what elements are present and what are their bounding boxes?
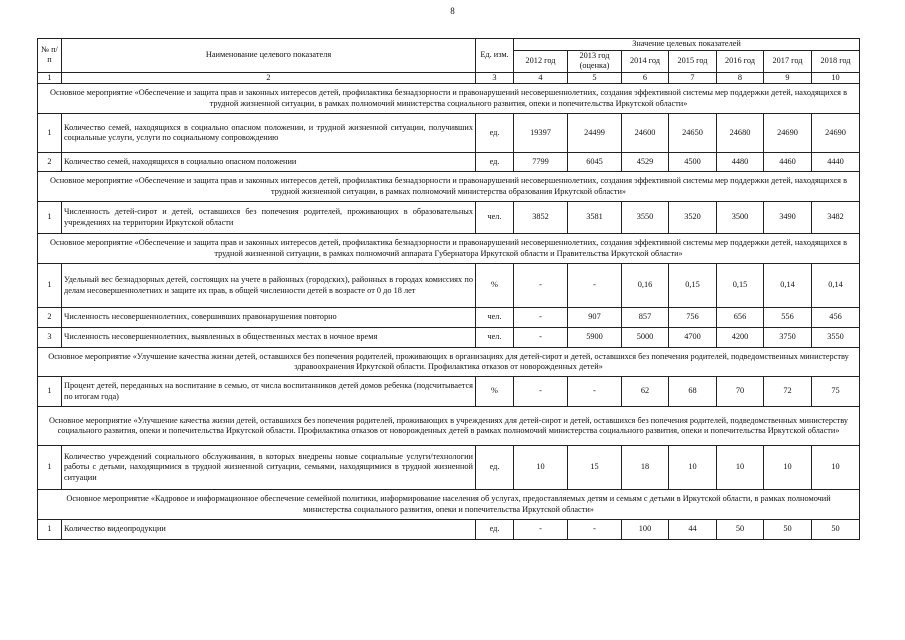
- row-value: 3520: [669, 202, 717, 234]
- row-unit: чел.: [476, 328, 514, 348]
- row-name: Количество семей, находящихся в социально опасном положении: [62, 153, 476, 172]
- row-value: 756: [669, 308, 717, 328]
- row-unit: %: [476, 377, 514, 407]
- row-value: -: [568, 377, 622, 407]
- row-value: -: [514, 377, 568, 407]
- column-number: 9: [764, 72, 812, 84]
- column-number: 7: [669, 72, 717, 84]
- page-number: 8: [450, 6, 455, 16]
- row-value: -: [568, 264, 622, 308]
- row-num: 2: [38, 308, 62, 328]
- row-value: 70: [717, 377, 764, 407]
- row-value: 4529: [622, 153, 669, 172]
- row-value: 456: [812, 308, 860, 328]
- row-value: 3550: [812, 328, 860, 348]
- table-row: [38, 446, 860, 490]
- row-value: 24690: [812, 114, 860, 153]
- target-indicators-table: [37, 38, 860, 540]
- row-value: 50: [764, 520, 812, 540]
- row-value: 100: [622, 520, 669, 540]
- header-year: 2014 год: [622, 50, 669, 72]
- row-value: 4480: [717, 153, 764, 172]
- header-values-group: Значение целевых показателей: [514, 39, 860, 51]
- section-title: Основное мероприятие «Обеспечение и защита прав и законных интересов детей, профилактика безнадзорности и правонарушений несовершеннолетних, создания эффективной системы мер поддержки детей, находящихся в трудной жизненной ситуации, в рамках полномочий министерства образования Иркутской области»: [38, 172, 860, 202]
- header-year: 2015 год: [669, 50, 717, 72]
- row-value: 4200: [717, 328, 764, 348]
- row-name: Количество видеопродукции: [62, 520, 476, 540]
- row-unit: ед.: [476, 114, 514, 153]
- row-unit: %: [476, 264, 514, 308]
- row-value: 7799: [514, 153, 568, 172]
- row-value: 24499: [568, 114, 622, 153]
- row-name: Количество семей, находящихся в социально опасном положении, и трудной жизненной ситуации, получивших социальные услуги, услуги по социальному сопровождению: [62, 114, 476, 153]
- row-value: 5000: [622, 328, 669, 348]
- column-number: 6: [622, 72, 669, 84]
- table-row: [38, 153, 860, 172]
- row-value: 0,14: [812, 264, 860, 308]
- row-num: 1: [38, 114, 62, 153]
- row-value: 656: [717, 308, 764, 328]
- row-value: -: [568, 520, 622, 540]
- column-number: 3: [476, 72, 514, 84]
- header-year: 2018 год: [812, 50, 860, 72]
- row-value: 15: [568, 446, 622, 490]
- row-value: 50: [812, 520, 860, 540]
- table-row: [38, 328, 860, 348]
- row-value: 0,16: [622, 264, 669, 308]
- row-value: 0,15: [717, 264, 764, 308]
- row-name: Численность несовершеннолетних, выявленных в общественных местах в ночное время: [62, 328, 476, 348]
- row-value: 19397: [514, 114, 568, 153]
- row-value: 75: [812, 377, 860, 407]
- row-value: 4440: [812, 153, 860, 172]
- section-title: Основное мероприятие «Обеспечение и защита прав и законных интересов детей, профилактика безнадзорности и правонарушений несовершеннолетних, создания эффективной системы мер поддержки детей, находящихся в трудной жизненной ситуации, в рамках полномочий министерства социального развития, опеки и попечительства Иркутской области»: [38, 84, 860, 114]
- row-value: 3550: [622, 202, 669, 234]
- table-row: [38, 114, 860, 153]
- section-title: Основное мероприятие «Улучшение качества жизни детей, оставшихся без попечения родителей, проживающих в организациях для детей-сирот и детей, оставшихся без попечения родителей, подведомственных министерству здравоохранения Иркутской области. Профилактика отказов от новорожденных детей»: [38, 348, 860, 377]
- row-name: Количество учреждений социального обслуживания, в которых внедрены новые социальные услуги/технологии работы с детьми, находящимися в трудной жизненной ситуации, семьями, находящимися в трудной жизненной ситуации: [62, 446, 476, 490]
- row-value: 68: [669, 377, 717, 407]
- row-num: 1: [38, 520, 62, 540]
- row-name: Процент детей, переданных на воспитание в семью, от числа воспитанников детей домов ребенка (подсчитывается по итогам года): [62, 377, 476, 407]
- row-value: 10: [717, 446, 764, 490]
- table-row: [38, 308, 860, 328]
- row-value: 3482: [812, 202, 860, 234]
- row-unit: чел.: [476, 202, 514, 234]
- row-value: 10: [669, 446, 717, 490]
- header-year: 2013 год (оценка): [568, 50, 622, 72]
- table-row: [38, 202, 860, 234]
- row-value: -: [514, 328, 568, 348]
- row-value: 44: [669, 520, 717, 540]
- row-value: 3852: [514, 202, 568, 234]
- header-num: № п/п: [38, 39, 62, 73]
- row-value: 5900: [568, 328, 622, 348]
- row-value: -: [514, 520, 568, 540]
- row-value: 24650: [669, 114, 717, 153]
- row-value: -: [514, 264, 568, 308]
- row-value: 10: [514, 446, 568, 490]
- header-year: 2017 год: [764, 50, 812, 72]
- row-value: 10: [812, 446, 860, 490]
- row-value: 10: [764, 446, 812, 490]
- row-value: -: [514, 308, 568, 328]
- row-value: 857: [622, 308, 669, 328]
- row-value: 3581: [568, 202, 622, 234]
- row-value: 3490: [764, 202, 812, 234]
- row-value: 6045: [568, 153, 622, 172]
- row-value: 0,14: [764, 264, 812, 308]
- row-value: 907: [568, 308, 622, 328]
- row-value: 72: [764, 377, 812, 407]
- row-unit: ед.: [476, 520, 514, 540]
- row-value: 24600: [622, 114, 669, 153]
- row-value: 4700: [669, 328, 717, 348]
- header-year: 2012 год: [514, 50, 568, 72]
- row-value: 3750: [764, 328, 812, 348]
- section-title: Основное мероприятие «Кадровое и информационное обеспечение семейной политики, информирование населения об услугах, предоставляемых детям и семьям с детьми в Иркутской области, в рамках полномочий министерства социального развития, опеки и попечительства Иркутской области»: [38, 490, 860, 520]
- row-value: 62: [622, 377, 669, 407]
- row-value: 24690: [764, 114, 812, 153]
- row-value: 24680: [717, 114, 764, 153]
- row-unit: ед.: [476, 153, 514, 172]
- header-unit: Ед. изм.: [476, 39, 514, 73]
- row-num: 2: [38, 153, 62, 172]
- row-num: 1: [38, 264, 62, 308]
- row-num: 3: [38, 328, 62, 348]
- column-number: 8: [717, 72, 764, 84]
- row-name: Численность несовершеннолетних, совершивших правонарушения повторно: [62, 308, 476, 328]
- header-name: Наименование целевого показателя: [62, 39, 476, 73]
- column-number: 2: [62, 72, 476, 84]
- column-number: 10: [812, 72, 860, 84]
- column-number: 5: [568, 72, 622, 84]
- column-number: 1: [38, 72, 62, 84]
- table-row: [38, 520, 860, 540]
- row-value: 556: [764, 308, 812, 328]
- row-name: Численность детей-сирот и детей, оставшихся без попечения родителей, проживающих в образовательных учреждениях на территории Иркутской области: [62, 202, 476, 234]
- row-value: 18: [622, 446, 669, 490]
- row-unit: чел.: [476, 308, 514, 328]
- row-value: 50: [717, 520, 764, 540]
- header-year: 2016 год: [717, 50, 764, 72]
- row-value: 3500: [717, 202, 764, 234]
- row-value: 4500: [669, 153, 717, 172]
- column-number: 4: [514, 72, 568, 84]
- row-num: 1: [38, 446, 62, 490]
- row-num: 1: [38, 202, 62, 234]
- section-title: Основное мероприятие «Обеспечение и защита прав и законных интересов детей, профилактика безнадзорности и правонарушений несовершеннолетних, создания эффективной системы мер поддержки детей, находящихся в трудной жизненной ситуации, в рамках полномочий аппарата Губернатора Иркутской области и Правительства Иркутской области»: [38, 234, 860, 264]
- row-num: 1: [38, 377, 62, 407]
- row-value: 4460: [764, 153, 812, 172]
- row-name: Удельный вес безнадзорных детей, состоящих на учете в районных (городских), районных в городах комиссиях по делам несовершеннолетних и защите их прав, в общей численности детей в возрасте от 0 до 18 лет: [62, 264, 476, 308]
- row-unit: ед.: [476, 446, 514, 490]
- row-value: 0,15: [669, 264, 717, 308]
- table-row: [38, 264, 860, 308]
- section-title: Основное мероприятие «Улучшение качества жизни детей, оставшихся без попечения родителей, проживающих в учреждениях для детей-сирот и детей, оставшихся без попечения родителей, подведомственных министерству социального развития, опеки и попечительства Иркутской области. Профилактика отказов от новорожденных детей в рамках полномочий министерства социального развития, опеки и попечительства Иркутской области»: [38, 407, 860, 446]
- table-row: [38, 377, 860, 407]
